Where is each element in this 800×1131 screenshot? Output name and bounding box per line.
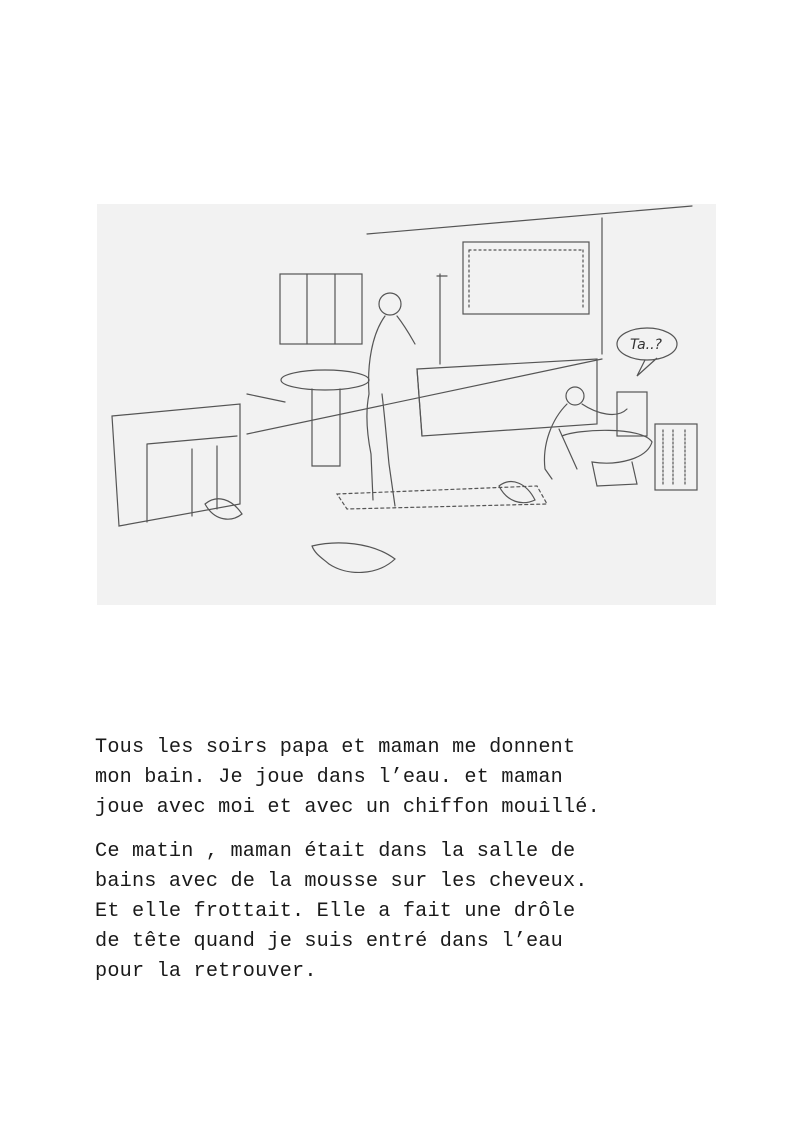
speech-bubble-text: Ta..? [630,337,662,353]
vanity-cabinet [112,404,240,526]
back-wall-floor-line [247,359,602,434]
sink-basin [281,370,369,390]
bathroom-sketch-illustration [97,204,716,605]
shower-pipe [437,274,447,364]
man-head [566,387,584,405]
cloth-on-floor [499,482,535,503]
hat-on-floor [312,543,395,573]
paragraph-1: Tous les soirs papa et maman me donnent mon bain. Je joue dans l’eau. et maman joue avec moi et avec un chiffon mouillé. [95,736,600,819]
toilet [562,430,652,486]
man-body [544,404,627,479]
bathroom-sketch [97,204,716,605]
window [463,242,589,314]
woman-head [379,293,401,315]
mirror-cabinet [280,274,362,344]
story-text [95,733,735,987]
bath-rug [337,486,547,509]
toilet-tank [617,392,647,436]
paragraph-2: Ce matin , maman était dans la salle de bains avec de la mousse sur les cheveux. Et elle frottait. Elle a fait une drôle de tête quand je suis entré dans l’eau pour la retrouver. [95,840,588,983]
trash-bin [655,424,697,490]
towel-bar [247,394,285,402]
ceiling-line [367,206,692,234]
bathtub [417,359,597,436]
woman-body [367,316,415,506]
speech-bubble [617,328,677,376]
sink-pedestal [312,389,340,466]
